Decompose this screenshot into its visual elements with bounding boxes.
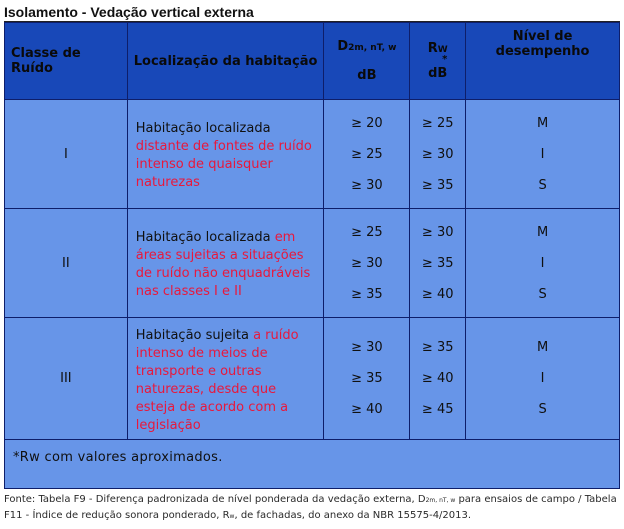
source-part2: para ensaios de campo / Tabela F11 - Índice de redução sonora ponderado, R — [4, 494, 617, 521]
header-classe: Classe de Ruído — [5, 23, 128, 100]
nivel-value: M — [536, 115, 549, 131]
nivel-value: S — [538, 286, 547, 302]
nivel-value: S — [538, 177, 547, 193]
source-sub1: 2m, nT, w — [425, 497, 456, 504]
cell-d-values — [324, 318, 410, 440]
rw-value: ≥ 35 — [421, 177, 454, 193]
cell-rw-values — [410, 318, 466, 440]
cell-nivel-values — [466, 209, 620, 318]
rw-value: ≥ 40 — [421, 286, 454, 302]
rw-value: ≥ 30 — [421, 224, 454, 240]
table-note: *Rw com valores aproximados. — [5, 440, 620, 489]
cell-localizacao — [127, 318, 324, 440]
header-d-main: D — [337, 39, 349, 54]
table-row — [5, 318, 620, 440]
d-value: ≥ 25 — [351, 146, 383, 162]
header-rw-sub: W — [437, 45, 448, 55]
nivel-value: S — [538, 402, 547, 417]
noise-isolation-table — [4, 22, 620, 489]
source-part1: Fonte: Tabela F9 - Diferença padronizada de nível ponderada da vedação externa, D — [4, 494, 426, 505]
header-nivel: Nível de desempenho — [466, 23, 620, 100]
d-value: ≥ 30 — [351, 255, 383, 271]
loc-text: Habitação sujeita — [135, 327, 254, 343]
cell-d-values — [324, 100, 410, 209]
loc-highlight: em áreas sujeitas a situações de ruído não enquadráveis nas classes I e II — [135, 230, 311, 299]
header-rw-main: R — [427, 41, 438, 56]
note-row — [5, 440, 620, 489]
rw-value: ≥ 40 — [421, 371, 454, 386]
cell-rw-values — [410, 209, 466, 318]
cell-nivel-values — [466, 318, 620, 440]
header-d-unit: dB — [357, 68, 377, 83]
cell-rw-values — [410, 100, 466, 209]
d-value: ≥ 35 — [351, 286, 383, 302]
rw-value: ≥ 35 — [421, 340, 454, 355]
header-d-sub: 2m, nT, w — [348, 43, 397, 53]
header-rw-unit: dB — [428, 66, 448, 81]
cell-classe: III — [5, 318, 128, 440]
header-rw — [410, 23, 466, 100]
d-value: ≥ 40 — [351, 402, 383, 417]
source-part3: , de fachadas, do anexo da NBR 15575-4/2013. — [234, 510, 472, 521]
cell-d-values — [324, 209, 410, 318]
loc-highlight: a ruído intenso de meios de transporte e outras naturezas, desde que esteja de acordo com a legislação — [135, 327, 299, 433]
source-caption — [4, 492, 620, 524]
cell-localizacao — [127, 209, 324, 318]
table-row — [5, 209, 620, 318]
source-sub2: w — [229, 513, 235, 520]
d-value: ≥ 30 — [351, 177, 383, 193]
nivel-value: I — [540, 371, 545, 386]
cell-nivel-values — [466, 100, 620, 209]
rw-value: ≥ 25 — [421, 115, 454, 131]
nivel-value: M — [536, 224, 549, 240]
d-value: ≥ 20 — [351, 115, 383, 131]
header-rw-sup: * — [442, 54, 448, 65]
nivel-value: M — [536, 340, 549, 355]
cell-classe: II — [5, 209, 128, 318]
nivel-value: I — [540, 146, 545, 162]
header-localizacao: Localização da habitação — [127, 23, 324, 100]
table-row — [5, 100, 620, 209]
rw-value: ≥ 35 — [421, 255, 454, 271]
cell-classe: I — [5, 100, 128, 209]
header-row — [5, 23, 620, 100]
loc-text: Habitação localizada — [135, 121, 271, 136]
nivel-value: I — [540, 255, 545, 271]
rw-value: ≥ 45 — [421, 402, 454, 417]
rw-value: ≥ 30 — [421, 146, 454, 162]
d-value: ≥ 30 — [351, 340, 383, 355]
loc-text: Habitação localizada — [135, 230, 275, 245]
table-title: Isolamento - Vedação vertical externa — [4, 4, 254, 20]
header-d2m — [324, 23, 410, 100]
cell-localizacao — [127, 100, 324, 209]
d-value: ≥ 35 — [351, 371, 383, 386]
d-value: ≥ 25 — [351, 224, 383, 240]
loc-highlight: distante de fontes de ruído intenso de quaisquer naturezas — [135, 139, 312, 190]
